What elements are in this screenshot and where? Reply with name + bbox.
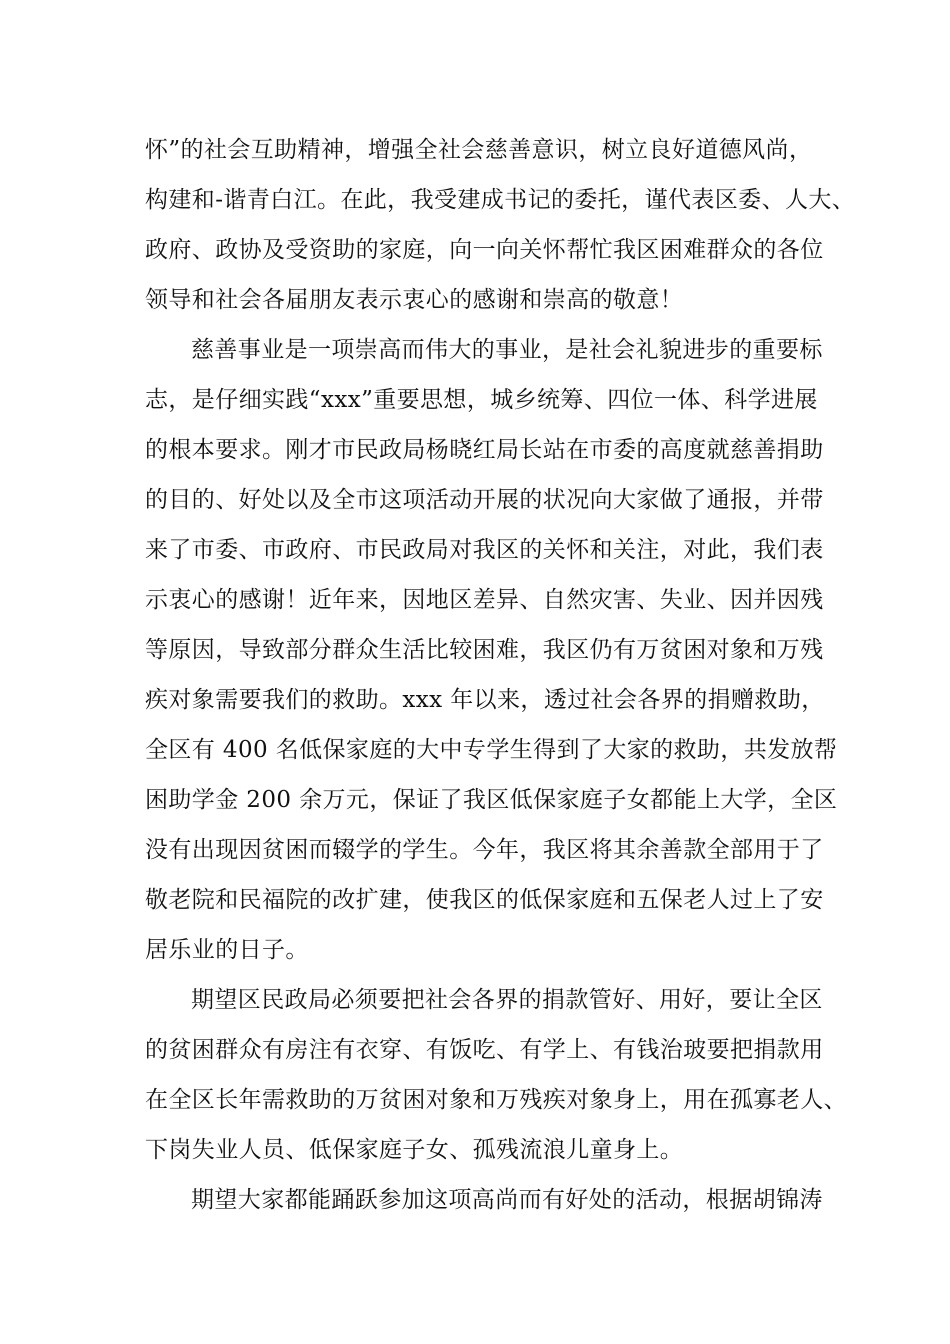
text-line: 等原因，导致部分群众生活比较困难，我区仍有万贫困对象和万残 xyxy=(145,637,824,663)
text-line: 敬老院和民福院的改扩建，使我区的低保家庭和五保老人过上了安 xyxy=(145,887,824,913)
text-line: 在全区长年需救助的万贫困对象和万残疾对象身上，用在孤寡老人、 xyxy=(145,1087,847,1113)
text-line: 示衷心的感谢！近年来，因地区差异、自然灾害、失业、因并因残 xyxy=(145,587,824,613)
text-line: 没有出现因贫困而辍学的学生。今年，我区将其余善款全部用于了 xyxy=(145,837,824,863)
text-line: 全区有 400 名低保家庭的大中专学生得到了大家的救助，共发放帮 xyxy=(145,737,838,763)
paragraph-start-line: 期望大家都能踊跃参加这项高尚而有好处的活动，根据胡锦涛 xyxy=(191,1187,823,1213)
text-line: 困助学金 200 余万元，保证了我区低保家庭子女都能上大学，全区 xyxy=(145,787,838,813)
paragraph-start-line: 期望区民政局必须要把社会各界的捐款管好、用好，要让全区 xyxy=(191,987,823,1013)
text-line: 怀”的社会互助精神，增强全社会慈善意识，树立良好道德风尚， xyxy=(145,137,813,163)
text-line: 的目的、好处以及全市这项活动开展的状况向大家做了通报，并带 xyxy=(145,487,824,513)
text-line: 构建和-谐青白江。在此，我受建成书记的委托，谨代表区委、人大、 xyxy=(145,187,856,213)
text-line: 疾对象需要我们的救助。xxx 年以来，透过社会各界的捐赠救助， xyxy=(145,687,825,713)
text-line: 居乐业的日子。 xyxy=(145,937,309,963)
paragraph-start-line: 慈善事业是一项崇高而伟大的事业，是社会礼貌进步的重要标 xyxy=(191,337,823,363)
text-line: 的根本要求。刚才市民政局杨晓红局长站在市委的高度就慈善捐助 xyxy=(145,437,824,463)
text-line: 的贫困群众有房注有衣穿、有饭吃、有学上、有钱治玻要把捐款用 xyxy=(145,1037,824,1063)
text-line: 来了市委、市政府、市民政局对我区的关怀和关注，对此，我们表 xyxy=(145,537,824,563)
text-line: 志，是仔细实践“xxx”重要思想，城乡统筹、四位一体、科学进展 xyxy=(145,387,818,413)
text-line: 下岗失业人员、低保家庭子女、孤残流浪儿童身上。 xyxy=(145,1137,684,1163)
text-line: 政府、政协及受资助的家庭，向一向关怀帮忙我区困难群众的各位 xyxy=(145,237,824,263)
text-line: 领导和社会各届朋友表示衷心的感谢和崇高的敬意！ xyxy=(145,287,684,313)
